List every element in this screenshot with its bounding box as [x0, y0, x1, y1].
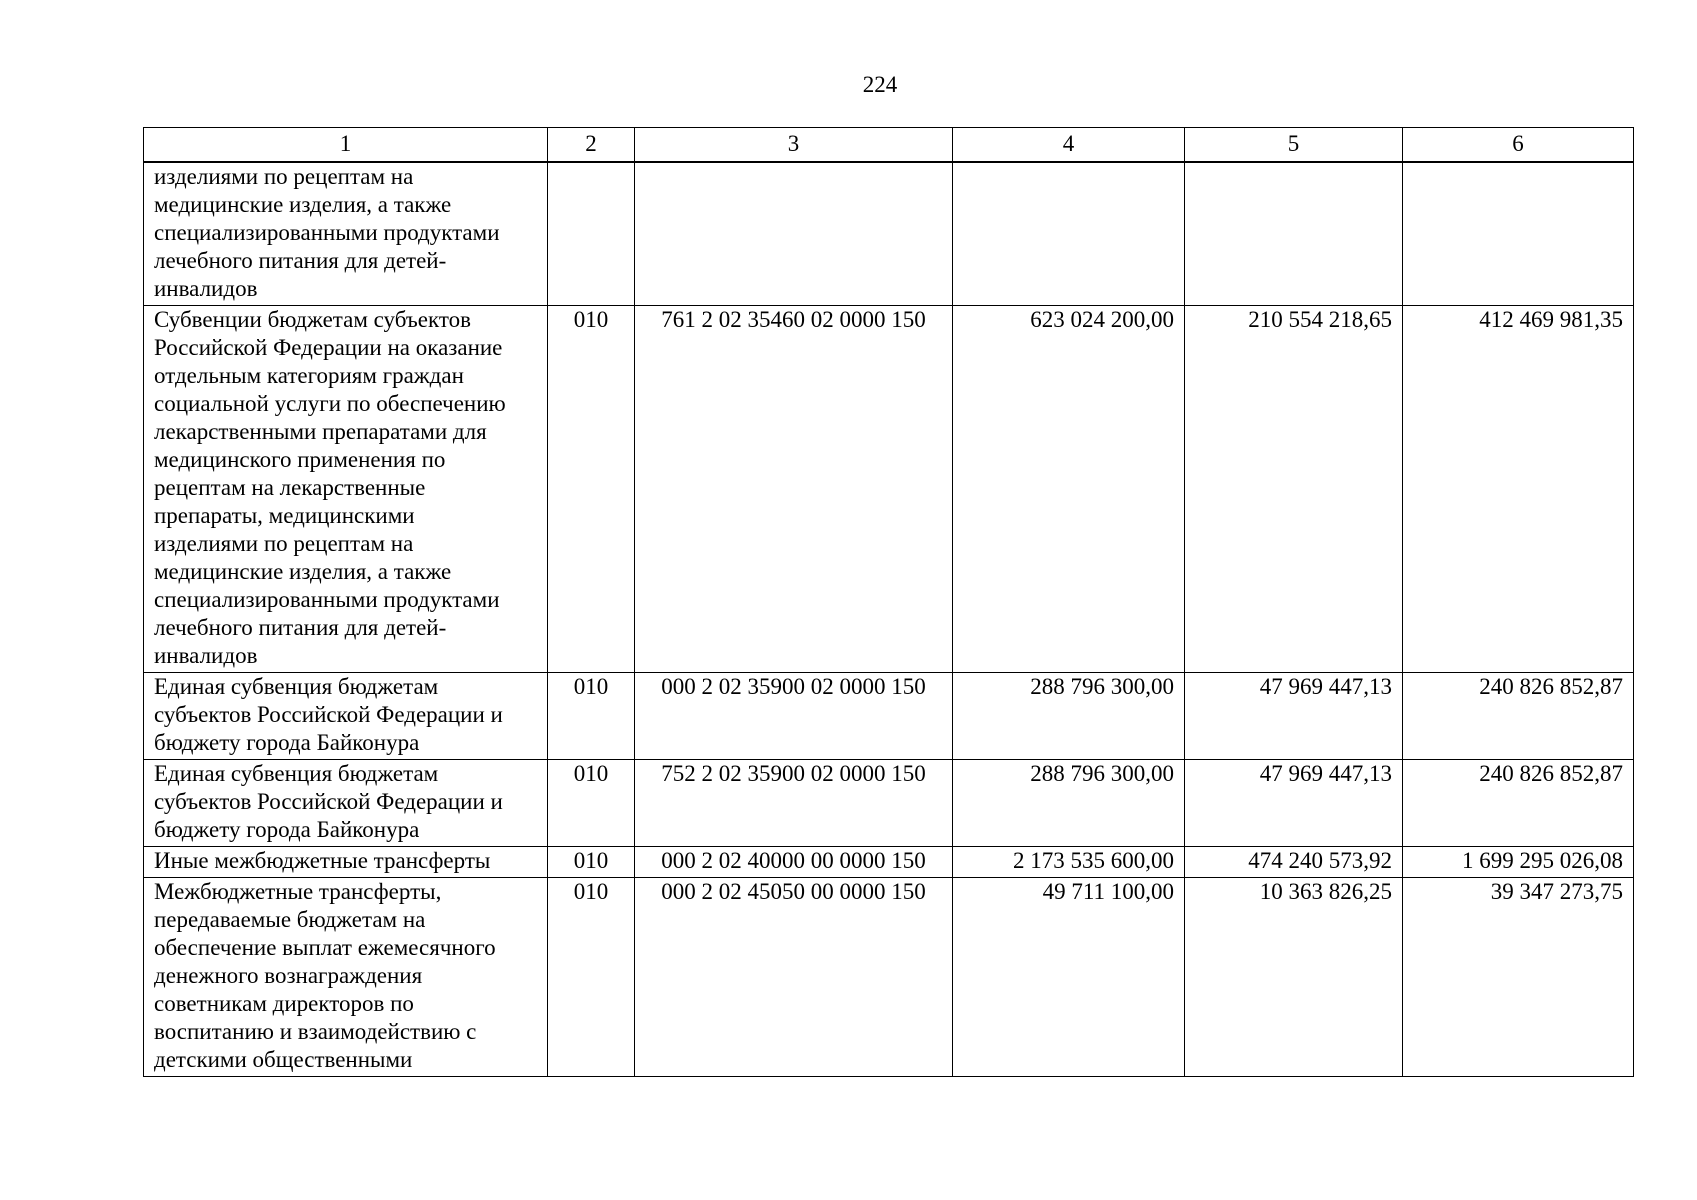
income-code-cell: 752 2 02 35900 02 0000 150	[635, 760, 953, 847]
page-number: 224	[862, 72, 898, 97]
approved-amount-cell: 49 711 100,00	[953, 878, 1185, 1077]
approved-amount-cell: 2 173 535 600,00	[953, 847, 1185, 878]
unexecuted-amount-cell	[1403, 162, 1634, 306]
row-name-cell	[144, 878, 548, 1077]
line-code-cell: 010	[548, 847, 635, 878]
header-row	[144, 128, 1634, 163]
row-name-text: Межбюджетные трансферты, передаваемые бюджетам на обеспечение выплат ежемесячного денежного вознаграждения советникам директоров по воспитанию и взаимодействию с детскими общественными	[154, 879, 496, 1072]
unexecuted-amount-cell: 1 699 295 026,08	[1403, 847, 1634, 878]
row-name-cell	[144, 760, 548, 847]
line-code-cell: 010	[548, 673, 635, 760]
line-code-cell	[548, 162, 635, 306]
approved-amount-cell: 288 796 300,00	[953, 673, 1185, 760]
unexecuted-amount-cell: 39 347 273,75	[1403, 878, 1634, 1077]
income-code-cell: 000 2 02 35900 02 0000 150	[635, 673, 953, 760]
line-code-cell: 010	[548, 306, 635, 673]
row-name-cell	[144, 847, 548, 878]
table-row	[144, 673, 1634, 760]
column-header-4: 4	[953, 128, 1185, 163]
table-row	[144, 162, 1634, 306]
approved-amount-cell	[953, 162, 1185, 306]
income-code-cell: 000 2 02 40000 00 0000 150	[635, 847, 953, 878]
approved-amount-cell: 623 024 200,00	[953, 306, 1185, 673]
row-name-cell	[144, 162, 548, 306]
executed-amount-cell: 474 240 573,92	[1185, 847, 1403, 878]
line-code-cell: 010	[548, 760, 635, 847]
executed-amount-cell: 47 969 447,13	[1185, 673, 1403, 760]
row-name-cell	[144, 673, 548, 760]
table-row	[144, 306, 1634, 673]
income-code-cell	[635, 162, 953, 306]
executed-amount-cell: 210 554 218,65	[1185, 306, 1403, 673]
executed-amount-cell	[1185, 162, 1403, 306]
row-name-text: Иные межбюджетные трансферты	[154, 848, 491, 873]
line-code-cell: 010	[548, 878, 635, 1077]
column-header-5: 5	[1185, 128, 1403, 163]
column-header-1: 1	[144, 128, 548, 163]
row-name-text: изделиями по рецептам на медицинские изделия, а также специализированными продуктами лечебного питания для детей- инвалидов	[154, 164, 500, 301]
table-row	[144, 760, 1634, 847]
column-header-3: 3	[635, 128, 953, 163]
budget-table	[143, 127, 1634, 1077]
approved-amount-cell: 288 796 300,00	[953, 760, 1185, 847]
row-name-text: Единая субвенция бюджетам субъектов Российской Федерации и бюджету города Байконура	[154, 674, 503, 755]
row-name-text: Субвенции бюджетам субъектов Российской Федерации на оказание отдельным категориям граждан социальной услуги по обеспечению лекарственными препаратами для медицинского применения по рецептам на лекарственные препараты, медицинскими изделиями по рецептам на медицинские изделия, а также специализированными продуктами лечебного питания для детей- инвалидов	[154, 307, 506, 668]
executed-amount-cell: 10 363 826,25	[1185, 878, 1403, 1077]
income-code-cell: 000 2 02 45050 00 0000 150	[635, 878, 953, 1077]
unexecuted-amount-cell: 240 826 852,87	[1403, 760, 1634, 847]
row-name-text: Единая субвенция бюджетам субъектов Российской Федерации и бюджету города Байконура	[154, 761, 503, 842]
row-name-cell	[144, 306, 548, 673]
column-header-6: 6	[1403, 128, 1634, 163]
income-code-cell: 761 2 02 35460 02 0000 150	[635, 306, 953, 673]
executed-amount-cell: 47 969 447,13	[1185, 760, 1403, 847]
column-header-2: 2	[548, 128, 635, 163]
table-row	[144, 847, 1634, 878]
unexecuted-amount-cell: 412 469 981,35	[1403, 306, 1634, 673]
unexecuted-amount-cell: 240 826 852,87	[1403, 673, 1634, 760]
table-row	[144, 878, 1634, 1077]
